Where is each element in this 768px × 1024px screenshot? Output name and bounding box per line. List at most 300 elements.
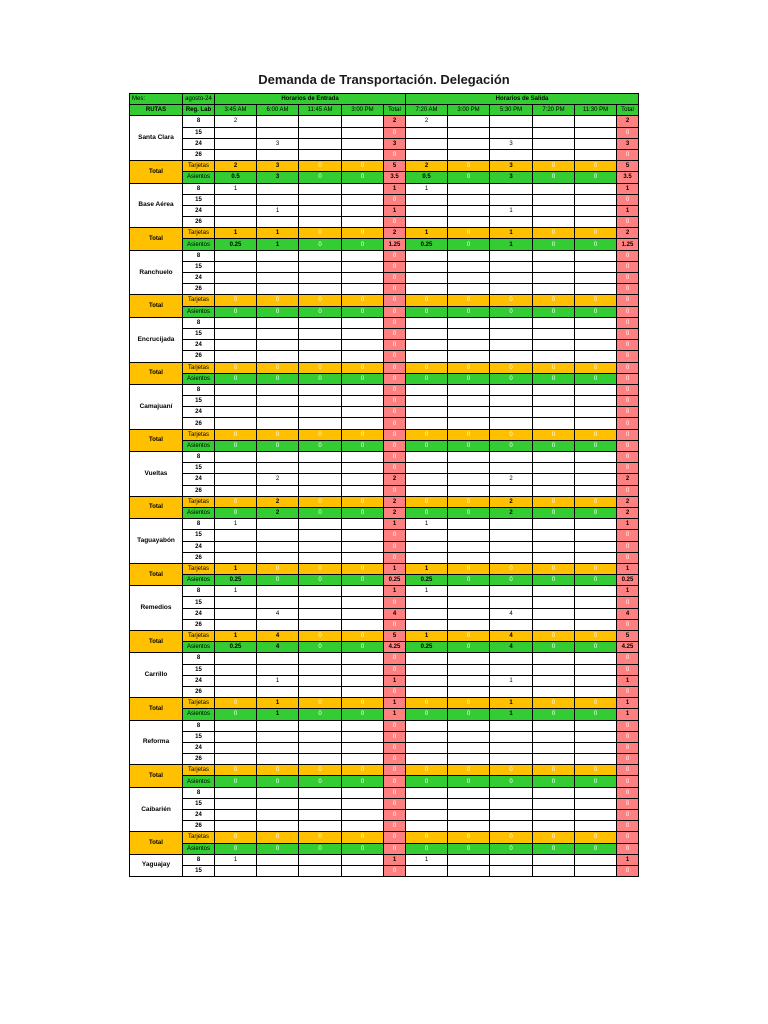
value-cell[interactable] bbox=[448, 686, 490, 697]
value-cell[interactable]: 1 bbox=[490, 205, 533, 216]
value-cell[interactable] bbox=[575, 541, 617, 552]
value-cell[interactable] bbox=[257, 787, 299, 798]
value-cell[interactable] bbox=[533, 328, 575, 339]
value-cell[interactable] bbox=[448, 149, 490, 160]
value-cell[interactable] bbox=[257, 340, 299, 351]
value-cell[interactable] bbox=[533, 149, 575, 160]
value-cell[interactable] bbox=[575, 340, 617, 351]
value-cell[interactable] bbox=[215, 530, 257, 541]
value-cell[interactable] bbox=[448, 340, 490, 351]
value-cell[interactable] bbox=[257, 396, 299, 407]
value-cell[interactable] bbox=[257, 742, 299, 753]
value-cell[interactable] bbox=[448, 530, 490, 541]
value-cell[interactable] bbox=[215, 384, 257, 395]
value-cell[interactable] bbox=[490, 217, 533, 228]
value-cell[interactable] bbox=[490, 116, 533, 127]
value-cell[interactable] bbox=[575, 138, 617, 149]
value-cell[interactable] bbox=[406, 284, 448, 295]
value-cell[interactable] bbox=[342, 205, 384, 216]
value-cell[interactable] bbox=[257, 284, 299, 295]
value-cell[interactable] bbox=[342, 731, 384, 742]
value-cell[interactable] bbox=[342, 821, 384, 832]
value-cell[interactable] bbox=[533, 865, 575, 876]
value-cell[interactable]: 1 bbox=[406, 854, 448, 865]
value-cell[interactable] bbox=[215, 742, 257, 753]
value-cell[interactable] bbox=[490, 787, 533, 798]
value-cell[interactable] bbox=[342, 273, 384, 284]
value-cell[interactable] bbox=[533, 217, 575, 228]
value-cell[interactable] bbox=[257, 720, 299, 731]
value-cell[interactable] bbox=[448, 821, 490, 832]
value-cell[interactable] bbox=[257, 854, 299, 865]
value-cell[interactable] bbox=[406, 463, 448, 474]
value-cell[interactable] bbox=[490, 519, 533, 530]
value-cell[interactable]: 1 bbox=[406, 519, 448, 530]
value-cell[interactable] bbox=[575, 608, 617, 619]
value-cell[interactable] bbox=[342, 138, 384, 149]
value-cell[interactable] bbox=[490, 250, 533, 261]
value-cell[interactable] bbox=[299, 731, 342, 742]
value-cell[interactable]: 1 bbox=[257, 205, 299, 216]
value-cell[interactable] bbox=[533, 552, 575, 563]
value-cell[interactable] bbox=[448, 217, 490, 228]
value-cell[interactable] bbox=[490, 463, 533, 474]
value-cell[interactable] bbox=[257, 530, 299, 541]
value-cell[interactable] bbox=[575, 821, 617, 832]
value-cell[interactable] bbox=[575, 854, 617, 865]
value-cell[interactable] bbox=[215, 720, 257, 731]
value-cell[interactable] bbox=[448, 183, 490, 194]
value-cell[interactable] bbox=[299, 396, 342, 407]
value-cell[interactable] bbox=[575, 619, 617, 630]
value-cell[interactable] bbox=[406, 340, 448, 351]
value-cell[interactable] bbox=[575, 407, 617, 418]
value-cell[interactable] bbox=[299, 686, 342, 697]
value-cell[interactable]: 1 bbox=[406, 183, 448, 194]
value-cell[interactable] bbox=[215, 351, 257, 362]
value-cell[interactable] bbox=[215, 149, 257, 160]
value-cell[interactable] bbox=[406, 742, 448, 753]
value-cell[interactable] bbox=[575, 127, 617, 138]
value-cell[interactable] bbox=[490, 664, 533, 675]
value-cell[interactable] bbox=[448, 597, 490, 608]
value-cell[interactable] bbox=[342, 217, 384, 228]
value-cell[interactable] bbox=[448, 127, 490, 138]
value-cell[interactable] bbox=[299, 116, 342, 127]
value-cell[interactable] bbox=[299, 810, 342, 821]
value-cell[interactable] bbox=[575, 149, 617, 160]
value-cell[interactable] bbox=[257, 463, 299, 474]
value-cell[interactable] bbox=[342, 787, 384, 798]
value-cell[interactable] bbox=[490, 720, 533, 731]
value-cell[interactable] bbox=[406, 485, 448, 496]
value-cell[interactable] bbox=[342, 854, 384, 865]
value-cell[interactable] bbox=[257, 821, 299, 832]
value-cell[interactable] bbox=[299, 418, 342, 429]
value-cell[interactable] bbox=[533, 485, 575, 496]
value-cell[interactable] bbox=[299, 821, 342, 832]
value-cell[interactable] bbox=[257, 194, 299, 205]
value-cell[interactable] bbox=[533, 608, 575, 619]
value-cell[interactable] bbox=[342, 519, 384, 530]
value-cell[interactable] bbox=[490, 742, 533, 753]
value-cell[interactable] bbox=[448, 653, 490, 664]
value-cell[interactable] bbox=[257, 418, 299, 429]
value-cell[interactable] bbox=[533, 116, 575, 127]
value-cell[interactable] bbox=[406, 787, 448, 798]
value-cell[interactable] bbox=[215, 474, 257, 485]
value-cell[interactable] bbox=[257, 664, 299, 675]
value-cell[interactable] bbox=[490, 810, 533, 821]
value-cell[interactable] bbox=[342, 474, 384, 485]
value-cell[interactable] bbox=[575, 384, 617, 395]
value-cell[interactable] bbox=[299, 552, 342, 563]
value-cell[interactable] bbox=[575, 720, 617, 731]
value-cell[interactable] bbox=[448, 317, 490, 328]
value-cell[interactable] bbox=[257, 183, 299, 194]
value-cell[interactable] bbox=[448, 328, 490, 339]
value-cell[interactable] bbox=[406, 608, 448, 619]
value-cell[interactable] bbox=[533, 317, 575, 328]
value-cell[interactable] bbox=[575, 787, 617, 798]
value-cell[interactable] bbox=[215, 194, 257, 205]
value-cell[interactable] bbox=[533, 250, 575, 261]
value-cell[interactable] bbox=[406, 810, 448, 821]
value-cell[interactable] bbox=[215, 328, 257, 339]
value-cell[interactable] bbox=[257, 317, 299, 328]
value-cell[interactable] bbox=[342, 407, 384, 418]
value-cell[interactable] bbox=[406, 865, 448, 876]
value-cell[interactable] bbox=[215, 675, 257, 686]
value-cell[interactable]: 1 bbox=[215, 519, 257, 530]
value-cell[interactable] bbox=[490, 485, 533, 496]
value-cell[interactable] bbox=[342, 742, 384, 753]
value-cell[interactable] bbox=[575, 675, 617, 686]
value-cell[interactable]: 1 bbox=[490, 675, 533, 686]
value-cell[interactable] bbox=[448, 452, 490, 463]
value-cell[interactable] bbox=[575, 284, 617, 295]
value-cell[interactable] bbox=[299, 865, 342, 876]
value-cell[interactable] bbox=[299, 742, 342, 753]
value-cell[interactable] bbox=[299, 328, 342, 339]
value-cell[interactable]: 4 bbox=[257, 608, 299, 619]
value-cell[interactable] bbox=[575, 754, 617, 765]
value-cell[interactable] bbox=[257, 519, 299, 530]
value-cell[interactable] bbox=[533, 821, 575, 832]
value-cell[interactable] bbox=[533, 418, 575, 429]
value-cell[interactable] bbox=[257, 586, 299, 597]
value-cell[interactable] bbox=[575, 474, 617, 485]
value-cell[interactable] bbox=[342, 619, 384, 630]
value-cell[interactable]: 3 bbox=[257, 138, 299, 149]
value-cell[interactable] bbox=[448, 463, 490, 474]
value-cell[interactable] bbox=[257, 407, 299, 418]
value-cell[interactable] bbox=[215, 463, 257, 474]
value-cell[interactable] bbox=[490, 261, 533, 272]
value-cell[interactable] bbox=[215, 754, 257, 765]
value-cell[interactable] bbox=[575, 250, 617, 261]
value-cell[interactable] bbox=[257, 452, 299, 463]
value-cell[interactable] bbox=[490, 396, 533, 407]
value-cell[interactable] bbox=[490, 821, 533, 832]
value-cell[interactable] bbox=[215, 317, 257, 328]
value-cell[interactable] bbox=[406, 619, 448, 630]
value-cell[interactable] bbox=[406, 138, 448, 149]
value-cell[interactable]: 3 bbox=[490, 138, 533, 149]
value-cell[interactable] bbox=[575, 418, 617, 429]
value-cell[interactable] bbox=[448, 396, 490, 407]
value-cell[interactable] bbox=[533, 720, 575, 731]
value-cell[interactable] bbox=[299, 798, 342, 809]
value-cell[interactable] bbox=[533, 127, 575, 138]
value-cell[interactable] bbox=[490, 854, 533, 865]
value-cell[interactable] bbox=[533, 664, 575, 675]
value-cell[interactable] bbox=[533, 138, 575, 149]
value-cell[interactable] bbox=[448, 407, 490, 418]
value-cell[interactable]: 1 bbox=[215, 586, 257, 597]
value-cell[interactable] bbox=[533, 597, 575, 608]
value-cell[interactable] bbox=[448, 608, 490, 619]
value-cell[interactable] bbox=[215, 485, 257, 496]
value-cell[interactable] bbox=[257, 541, 299, 552]
value-cell[interactable] bbox=[533, 396, 575, 407]
value-cell[interactable] bbox=[448, 116, 490, 127]
value-cell[interactable] bbox=[406, 664, 448, 675]
value-cell[interactable] bbox=[299, 541, 342, 552]
value-cell[interactable] bbox=[448, 519, 490, 530]
value-cell[interactable] bbox=[448, 485, 490, 496]
value-cell[interactable] bbox=[406, 396, 448, 407]
value-cell[interactable] bbox=[257, 865, 299, 876]
value-cell[interactable] bbox=[533, 653, 575, 664]
value-cell[interactable] bbox=[533, 474, 575, 485]
value-cell[interactable] bbox=[299, 530, 342, 541]
value-cell[interactable] bbox=[215, 608, 257, 619]
value-cell[interactable] bbox=[575, 810, 617, 821]
value-cell[interactable] bbox=[342, 541, 384, 552]
value-cell[interactable] bbox=[215, 865, 257, 876]
value-cell[interactable] bbox=[448, 384, 490, 395]
value-cell[interactable] bbox=[215, 541, 257, 552]
value-cell[interactable] bbox=[448, 787, 490, 798]
value-cell[interactable] bbox=[342, 720, 384, 731]
value-cell[interactable] bbox=[448, 742, 490, 753]
value-cell[interactable] bbox=[448, 731, 490, 742]
value-cell[interactable] bbox=[406, 474, 448, 485]
value-cell[interactable] bbox=[448, 865, 490, 876]
value-cell[interactable] bbox=[575, 351, 617, 362]
value-cell[interactable] bbox=[406, 653, 448, 664]
value-cell[interactable] bbox=[215, 731, 257, 742]
value-cell[interactable] bbox=[406, 452, 448, 463]
value-cell[interactable] bbox=[575, 261, 617, 272]
value-cell[interactable] bbox=[490, 798, 533, 809]
value-cell[interactable] bbox=[257, 384, 299, 395]
value-cell[interactable] bbox=[215, 552, 257, 563]
value-cell[interactable] bbox=[490, 586, 533, 597]
value-cell[interactable] bbox=[215, 340, 257, 351]
value-cell[interactable] bbox=[215, 205, 257, 216]
value-cell[interactable] bbox=[342, 686, 384, 697]
value-cell[interactable] bbox=[257, 552, 299, 563]
value-cell[interactable] bbox=[490, 194, 533, 205]
value-cell[interactable] bbox=[490, 351, 533, 362]
value-cell[interactable] bbox=[575, 396, 617, 407]
value-cell[interactable] bbox=[299, 317, 342, 328]
value-cell[interactable]: 1 bbox=[215, 854, 257, 865]
value-cell[interactable] bbox=[215, 407, 257, 418]
value-cell[interactable] bbox=[299, 407, 342, 418]
value-cell[interactable] bbox=[299, 138, 342, 149]
value-cell[interactable] bbox=[215, 418, 257, 429]
value-cell[interactable] bbox=[299, 250, 342, 261]
value-cell[interactable] bbox=[448, 273, 490, 284]
value-cell[interactable] bbox=[575, 552, 617, 563]
value-cell[interactable] bbox=[299, 217, 342, 228]
value-cell[interactable] bbox=[342, 597, 384, 608]
value-cell[interactable] bbox=[490, 452, 533, 463]
value-cell[interactable] bbox=[257, 149, 299, 160]
value-cell[interactable] bbox=[575, 116, 617, 127]
value-cell[interactable] bbox=[406, 731, 448, 742]
value-cell[interactable] bbox=[406, 407, 448, 418]
value-cell[interactable] bbox=[299, 273, 342, 284]
value-cell[interactable] bbox=[299, 205, 342, 216]
value-cell[interactable] bbox=[490, 865, 533, 876]
value-cell[interactable] bbox=[575, 686, 617, 697]
value-cell[interactable] bbox=[342, 250, 384, 261]
value-cell[interactable] bbox=[575, 586, 617, 597]
value-cell[interactable] bbox=[342, 664, 384, 675]
value-cell[interactable] bbox=[215, 686, 257, 697]
value-cell[interactable]: 4 bbox=[490, 608, 533, 619]
value-cell[interactable] bbox=[533, 452, 575, 463]
value-cell[interactable] bbox=[533, 787, 575, 798]
value-cell[interactable] bbox=[406, 217, 448, 228]
value-cell[interactable] bbox=[575, 530, 617, 541]
value-cell[interactable] bbox=[257, 754, 299, 765]
value-cell[interactable] bbox=[299, 653, 342, 664]
value-cell[interactable] bbox=[575, 597, 617, 608]
value-cell[interactable] bbox=[299, 194, 342, 205]
value-cell[interactable] bbox=[257, 250, 299, 261]
value-cell[interactable] bbox=[533, 194, 575, 205]
value-cell[interactable] bbox=[448, 854, 490, 865]
value-cell[interactable] bbox=[299, 463, 342, 474]
value-cell[interactable] bbox=[533, 686, 575, 697]
value-cell[interactable] bbox=[257, 653, 299, 664]
value-cell[interactable] bbox=[575, 328, 617, 339]
value-cell[interactable] bbox=[342, 149, 384, 160]
value-cell[interactable] bbox=[490, 619, 533, 630]
value-cell[interactable] bbox=[342, 798, 384, 809]
value-cell[interactable] bbox=[406, 686, 448, 697]
value-cell[interactable] bbox=[215, 597, 257, 608]
value-cell[interactable] bbox=[299, 183, 342, 194]
value-cell[interactable] bbox=[342, 384, 384, 395]
value-cell[interactable] bbox=[490, 340, 533, 351]
value-cell[interactable] bbox=[575, 519, 617, 530]
value-cell[interactable] bbox=[490, 541, 533, 552]
value-cell[interactable] bbox=[257, 328, 299, 339]
value-cell[interactable] bbox=[490, 328, 533, 339]
value-cell[interactable] bbox=[490, 653, 533, 664]
value-cell[interactable] bbox=[342, 675, 384, 686]
value-cell[interactable]: 2 bbox=[490, 474, 533, 485]
value-cell[interactable] bbox=[299, 351, 342, 362]
value-cell[interactable] bbox=[215, 619, 257, 630]
value-cell[interactable] bbox=[575, 731, 617, 742]
value-cell[interactable] bbox=[406, 149, 448, 160]
value-cell[interactable] bbox=[342, 552, 384, 563]
value-cell[interactable] bbox=[215, 127, 257, 138]
value-cell[interactable] bbox=[342, 485, 384, 496]
value-cell[interactable] bbox=[533, 675, 575, 686]
value-cell[interactable] bbox=[575, 194, 617, 205]
value-cell[interactable] bbox=[575, 217, 617, 228]
value-cell[interactable] bbox=[299, 619, 342, 630]
value-cell[interactable] bbox=[575, 485, 617, 496]
value-cell[interactable] bbox=[299, 675, 342, 686]
value-cell[interactable] bbox=[406, 384, 448, 395]
value-cell[interactable] bbox=[575, 183, 617, 194]
value-cell[interactable] bbox=[406, 675, 448, 686]
value-cell[interactable] bbox=[406, 127, 448, 138]
value-cell[interactable] bbox=[299, 149, 342, 160]
value-cell[interactable] bbox=[215, 810, 257, 821]
value-cell[interactable] bbox=[575, 798, 617, 809]
value-cell[interactable] bbox=[406, 754, 448, 765]
value-cell[interactable] bbox=[299, 720, 342, 731]
value-cell[interactable]: 2 bbox=[215, 116, 257, 127]
value-cell[interactable] bbox=[575, 664, 617, 675]
value-cell[interactable] bbox=[490, 149, 533, 160]
value-cell[interactable] bbox=[490, 530, 533, 541]
value-cell[interactable] bbox=[533, 754, 575, 765]
value-cell[interactable] bbox=[575, 452, 617, 463]
value-cell[interactable] bbox=[342, 754, 384, 765]
value-cell[interactable] bbox=[533, 463, 575, 474]
value-cell[interactable] bbox=[448, 284, 490, 295]
value-cell[interactable] bbox=[575, 653, 617, 664]
value-cell[interactable] bbox=[448, 418, 490, 429]
value-cell[interactable] bbox=[533, 742, 575, 753]
value-cell[interactable] bbox=[490, 407, 533, 418]
value-cell[interactable] bbox=[575, 742, 617, 753]
value-cell[interactable] bbox=[299, 127, 342, 138]
value-cell[interactable] bbox=[448, 754, 490, 765]
value-cell[interactable] bbox=[257, 485, 299, 496]
value-cell[interactable] bbox=[533, 530, 575, 541]
value-cell[interactable] bbox=[299, 664, 342, 675]
value-cell[interactable]: 1 bbox=[257, 675, 299, 686]
value-cell[interactable] bbox=[342, 194, 384, 205]
value-cell[interactable] bbox=[342, 810, 384, 821]
value-cell[interactable] bbox=[406, 317, 448, 328]
value-cell[interactable] bbox=[257, 686, 299, 697]
value-cell[interactable]: 2 bbox=[257, 474, 299, 485]
value-cell[interactable] bbox=[575, 205, 617, 216]
value-cell[interactable] bbox=[533, 810, 575, 821]
value-cell[interactable] bbox=[490, 754, 533, 765]
value-cell[interactable] bbox=[257, 731, 299, 742]
value-cell[interactable] bbox=[215, 138, 257, 149]
value-cell[interactable] bbox=[533, 261, 575, 272]
value-cell[interactable] bbox=[215, 396, 257, 407]
value-cell[interactable] bbox=[299, 597, 342, 608]
value-cell[interactable] bbox=[342, 396, 384, 407]
value-cell[interactable] bbox=[406, 552, 448, 563]
